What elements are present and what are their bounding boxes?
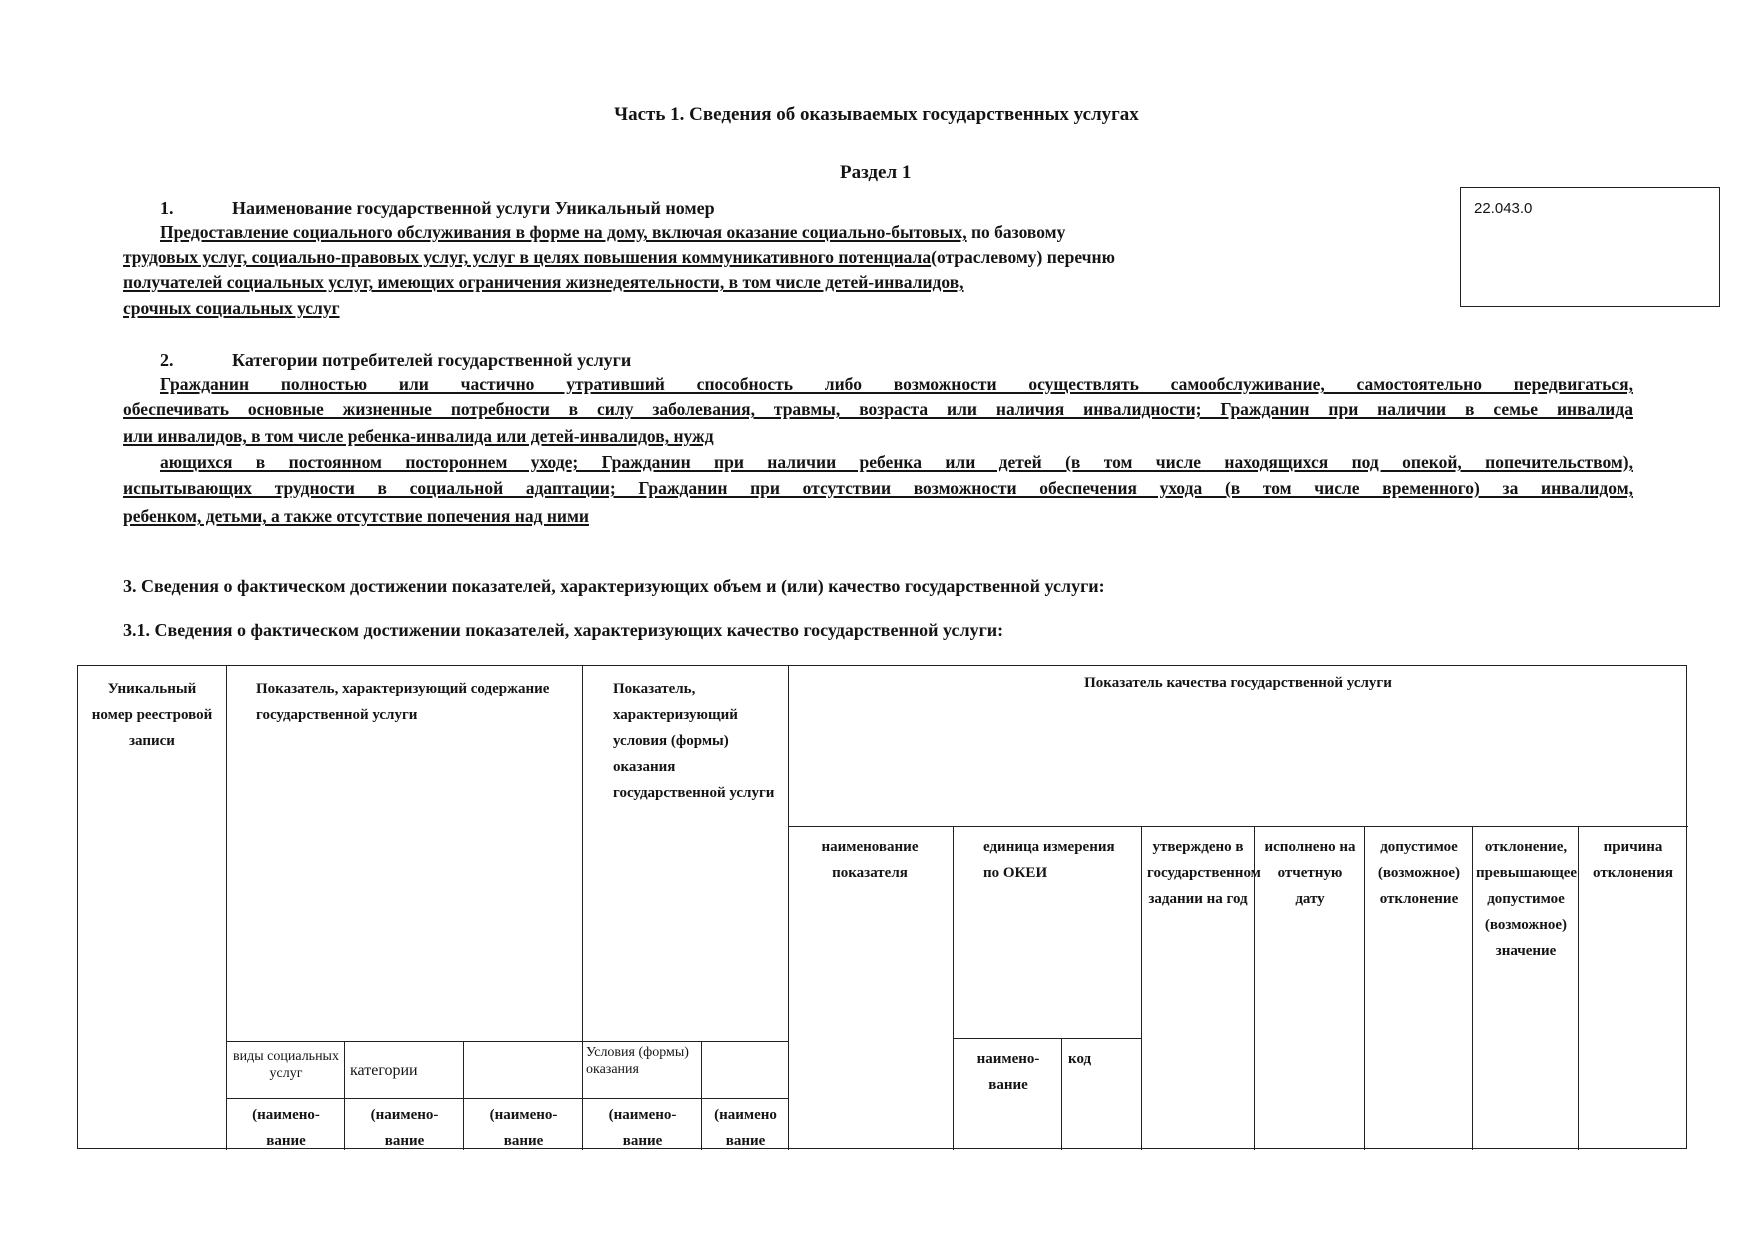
item1-number: 1. — [160, 198, 174, 218]
header-unit-code: код — [1068, 1051, 1092, 1067]
header-registry: Уникальный номер реестровой записи — [91, 681, 213, 749]
header-approved: утверждено в государственном задании на год — [1147, 839, 1261, 907]
header-conditions: Показатель, характеризующий условия (формы) оказания государственной услуги — [613, 681, 775, 801]
item1-line-4-text: срочных социальных услуг — [123, 298, 340, 318]
header-name-2-top: (наимено- — [370, 1107, 439, 1123]
item2-line-2: обеспечивать основные жизненные потребности в силу заболевания, травмы, возраста или наличия инвалидности; Гражданин при наличии в семье инвалида — [123, 399, 1633, 419]
unique-number: 22.043.0 — [1474, 200, 1533, 217]
item2-line-6: ребенком, детьми, а также отсутствие попечения над ними — [123, 506, 589, 526]
header-quality: Показатель качества государственной услуги — [1084, 675, 1392, 691]
header-name-2-bottom: вание — [384, 1133, 425, 1149]
item2-line-4: ающихся в постоянном постороннем уходе; Гражданин при наличии ребенка или детей (в том числе находящихся под опекой, попечительством), — [160, 452, 1633, 472]
header-conditions-forms: Условия (формы) оказания — [586, 1045, 689, 1077]
table-divider — [582, 666, 583, 1150]
table-divider — [226, 1041, 788, 1042]
item1-line-1-text: Предоставление социального обслуживания в форме на дому, включая оказание социально-бытовых, — [160, 222, 967, 242]
header-name-5 — [703, 1102, 788, 1154]
table-divider — [1472, 826, 1473, 1150]
item3-heading: 3. Сведения о фактическом достижении показателей, характеризующих объем и (или) качество государственной услуги: — [123, 576, 1105, 596]
header-executed: исполнено на отчетную дату — [1264, 839, 1356, 907]
header-name-5-bottom: вание — [725, 1133, 766, 1149]
table-divider — [788, 666, 789, 1150]
header-name-2 — [346, 1102, 463, 1154]
table-divider — [344, 1041, 345, 1150]
table-divider — [226, 1098, 788, 1099]
header-deviation: отклонение, превышающее допустимое (возможное) значение — [1476, 839, 1578, 959]
header-name-3 — [465, 1102, 582, 1154]
section-title-text: Раздел 1 — [840, 162, 912, 183]
item1-line-3-text: получателей социальных услуг, имеющих ограничения жизнедеятельности, в том числе детей-инвалидов, — [123, 272, 964, 292]
table-divider — [226, 666, 227, 1150]
item1-line-2 — [123, 247, 1115, 268]
item1-line-3 — [123, 272, 964, 293]
header-name-1-top: (наимено- — [252, 1107, 320, 1123]
item1-heading: Наименование государственной услуги Уникальный номер — [232, 198, 715, 218]
header-indicator-name: наименование показателя — [821, 839, 919, 881]
item2-line-3: или инвалидов, в том числе ребенка-инвалида или детей-инвалидов, нужд — [123, 426, 714, 446]
header-name-1 — [228, 1102, 344, 1154]
table-divider — [1578, 826, 1579, 1150]
item2-heading: Категории потребителей государственной услуги — [232, 350, 632, 370]
table-divider — [1141, 826, 1142, 1150]
item1-line-4 — [123, 298, 340, 319]
header-name-4-top: (наимено- — [608, 1107, 677, 1123]
table-divider — [701, 1041, 702, 1150]
quality-indicators-table — [77, 665, 1687, 1149]
header-content-categories: категории — [350, 1062, 418, 1079]
table-divider — [953, 1038, 1141, 1039]
item1-line-2-text: трудовых услуг, социально-правовых услуг, услуг в целях повышения коммуникативного потенциала — [123, 247, 932, 267]
header-name-3-top: (наимено- — [489, 1107, 558, 1123]
header-unit: единица измерения по ОКЕИ — [983, 839, 1115, 881]
part-title: Часть 1. Сведения об оказываемых государственных услугах — [614, 104, 1139, 125]
table-divider — [788, 826, 1688, 827]
table-divider — [1364, 826, 1365, 1150]
unique-number-box — [1460, 187, 1720, 307]
item31-heading: 3.1. Сведения о фактическом достижении показателей, характеризующих качество государственной услуги: — [123, 620, 1004, 640]
header-reason: причина отклонения — [1593, 839, 1673, 881]
item2-number: 2. — [160, 350, 174, 370]
header-content-types: виды социальных услуг — [233, 1049, 339, 1081]
header-unit-name: наимено-вание — [976, 1051, 1040, 1093]
item1-side-text-2: (отраслевому) перечню — [931, 247, 1115, 267]
item2-line-5: испытывающих трудности в социальной адаптации; Гражданин при отсутствии возможности обеспечения ухода (в том числе временного) за инвалидом, — [123, 478, 1633, 498]
header-name-5-top: (наимено — [714, 1107, 777, 1123]
section-title — [840, 162, 911, 184]
item2-line-1: Гражданин полностью или частично утративший способность либо возможности осуществлять самообслуживание, самостоятельно передвигаться, — [160, 374, 1633, 394]
header-name-4-bottom: вание — [622, 1133, 663, 1149]
header-content: Показатель, характеризующий содержание государственной услуги — [256, 681, 550, 723]
table-divider — [1061, 1038, 1062, 1150]
item1-side-text-1: по базовому — [966, 222, 1066, 242]
table-divider — [463, 1041, 464, 1150]
header-name-4 — [584, 1102, 701, 1154]
table-divider — [953, 826, 954, 1150]
header-name-3-bottom: вание — [503, 1133, 544, 1149]
item1-line-1 — [160, 222, 1065, 243]
header-name-1-bottom: вание — [266, 1133, 306, 1149]
header-allowed: допустимое (возможное) отклонение — [1377, 839, 1461, 907]
